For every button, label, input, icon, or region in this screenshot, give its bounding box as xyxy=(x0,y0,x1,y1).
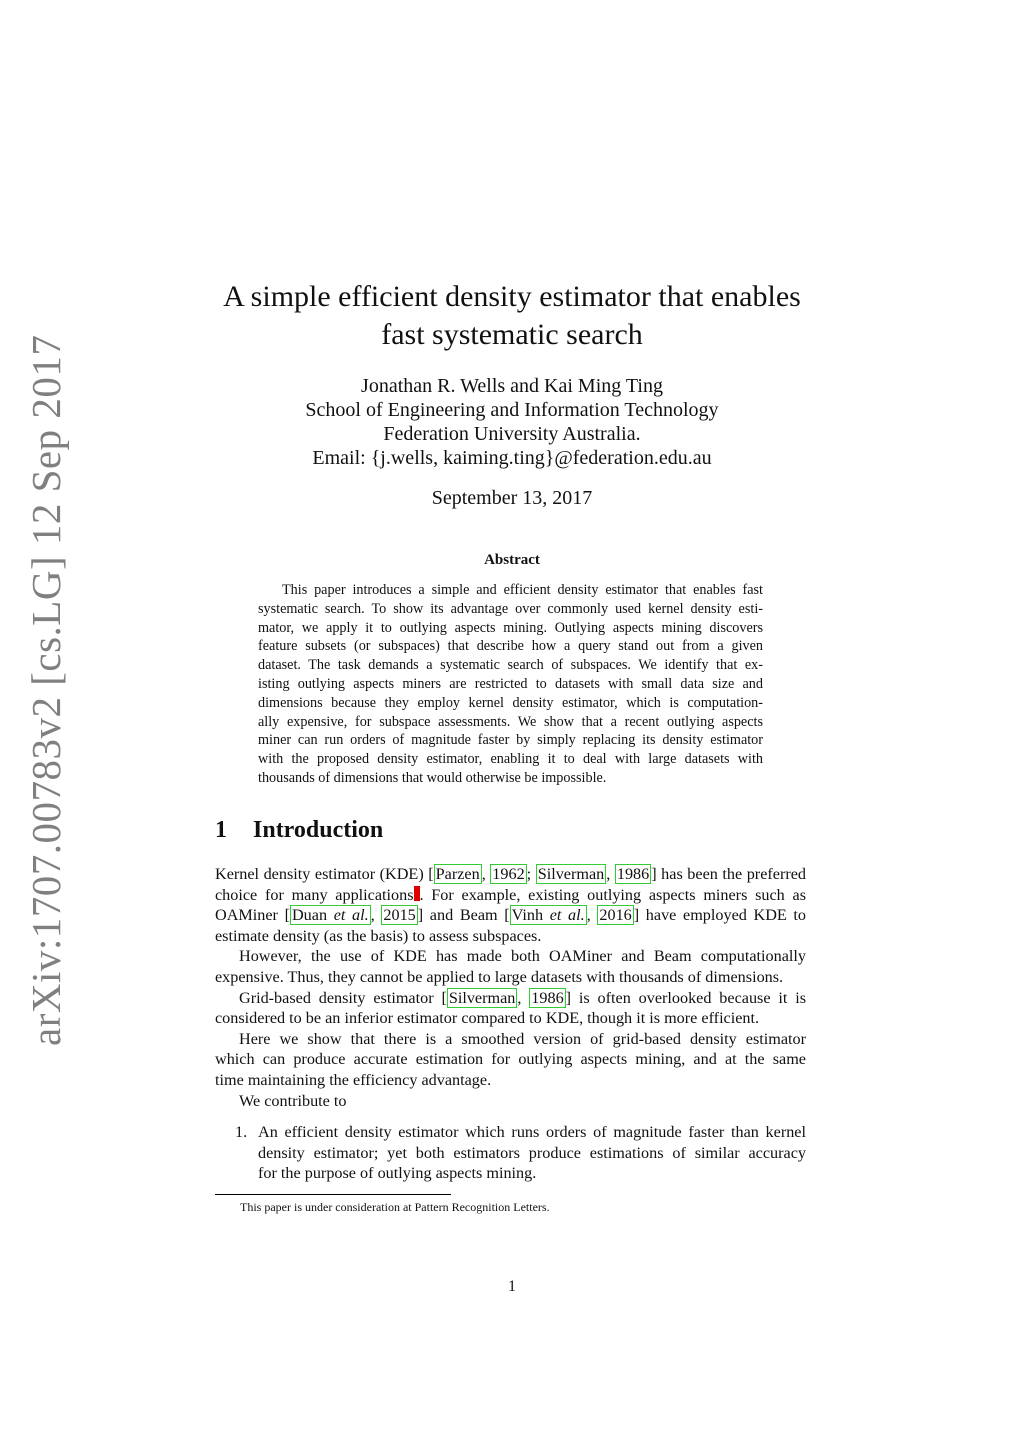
abstract-line: isting outlying aspects miners are restricted to datasets with small data size and xyxy=(258,675,763,692)
author-block xyxy=(0,374,1024,470)
intro-line: time maintaining the efficiency advantage. xyxy=(215,1070,492,1089)
intro-line: expensive. Thus, they cannot be applied to large datasets with thousands of dimensions. xyxy=(215,967,784,986)
footnote: This paper is under consideration at Pattern Recognition Letters. xyxy=(240,1200,550,1214)
abstract-line: mator, we apply it to outlying aspects mining. Outlying aspects mining discovers xyxy=(258,619,763,636)
list-line: density estimator; yet both estimators produce estimations of similar accuracy xyxy=(258,1143,806,1162)
section-title: Introduction xyxy=(253,817,384,843)
citation-link-vinh[interactable]: Vinh et al. xyxy=(511,906,585,925)
citation-link-duan[interactable]: Duan et al. xyxy=(291,906,369,925)
abstract-line: dataset. The task demands a systematic search of subspaces. We identify that ex- xyxy=(258,657,763,674)
author-school: School of Engineering and Information Technology xyxy=(305,399,719,421)
abstract-line: systematic search. To show its advantage over commonly used kernel density esti- xyxy=(258,600,763,617)
title-line-2: fast systematic search xyxy=(381,318,643,351)
footnote-rule xyxy=(215,1194,451,1195)
list-line: An efficient density estimator which runs orders of magnitude faster than kernel xyxy=(258,1123,806,1142)
citation-link-silverman-year-2[interactable]: 1986 xyxy=(531,988,564,1007)
citation-link-silverman-year[interactable]: 1986 xyxy=(616,865,650,883)
abstract-line: miner can run orders of magnitude faster by simply replacing its density estimator xyxy=(258,732,763,749)
abstract-line: with the proposed density estimator, enabling it to deal with large datasets with xyxy=(258,751,763,768)
intro-line: which can produce accurate estimation for outlying aspects mining, and at the same xyxy=(215,1050,806,1069)
abstract-line: feature subsets (or subspaces) that describe how a query stand out from a given xyxy=(258,638,763,655)
intro-line: We contribute to xyxy=(239,1091,347,1110)
intro-line: estimate density (as the basis) to assess subspaces. xyxy=(215,926,542,945)
author-names: Jonathan R. Wells and Kai Ming Ting xyxy=(361,375,663,397)
citation-link-parzen-year[interactable]: 1962 xyxy=(492,865,525,883)
page-number: 1 xyxy=(508,1278,516,1295)
intro-line: However, the use of KDE has made both OAMiner and Beam computationally xyxy=(239,947,806,966)
title-line-1: A simple efficient density estimator that enables xyxy=(223,280,801,313)
arxiv-stamp: arXiv:1707.00783v2 [cs.LG] 12 Sep 2017 xyxy=(23,334,69,1046)
section-heading xyxy=(215,817,383,844)
list-marker: 1. xyxy=(235,1123,248,1142)
abstract-line: thousands of dimensions that would otherwise be impossible. xyxy=(258,769,607,786)
abstract-line: dimensions because they employ kernel density estimator, which is computation- xyxy=(258,694,763,711)
intro-line: OAMiner [ Duan et al. , 2015 ] and Beam [ Vinh et al. , 2016 ] have employed KDE to xyxy=(215,906,807,925)
contribution-list-item xyxy=(215,1122,806,1184)
citation-link-silverman[interactable]: Silverman xyxy=(537,865,605,883)
paper-date: September 13, 2017 xyxy=(431,487,593,509)
intro-line: choice for many applications . For example, existing outlying aspects miners such as xyxy=(215,885,807,904)
abstract-body xyxy=(258,581,763,788)
author-email[interactable]: Email: {j.wells, kaiming.ting}@federation.edu.au xyxy=(312,447,712,469)
citation-link-silverman-2[interactable]: Silverman xyxy=(448,988,516,1007)
abstract-heading: Abstract xyxy=(484,552,540,568)
author-university: Federation University Australia. xyxy=(383,423,641,445)
intro-body xyxy=(215,864,806,1184)
intro-line: Grid-based density estimator [ Silverman , 1986 ] is often overlooked because it is xyxy=(239,988,806,1007)
list-line: for the purpose of outlying aspects mining. xyxy=(258,1164,537,1183)
abstract-line: ally expensive, for subspace assessments. We show that a recent outlying aspects xyxy=(258,713,763,730)
citation-link-duan-year[interactable]: 2015 xyxy=(383,906,416,925)
citation-link-vinh-year[interactable]: 2016 xyxy=(599,906,632,925)
citation-link-parzen[interactable]: Parzen xyxy=(435,865,480,883)
section-number: 1 xyxy=(215,817,227,843)
intro-line: Here we show that there is a smoothed version of grid-based density estimator xyxy=(239,1029,806,1048)
abstract-line: This paper introduces a simple and efficient density estimator that enables fast xyxy=(282,582,763,598)
intro-line: Kernel density estimator (KDE) [ Parzen , 1962 ; Silverman , 1986 ] has been the preferred xyxy=(215,865,807,883)
paper-title xyxy=(0,278,1024,354)
intro-line: considered to be an inferior estimator compared to KDE, though it is more efficient. xyxy=(215,1009,760,1028)
